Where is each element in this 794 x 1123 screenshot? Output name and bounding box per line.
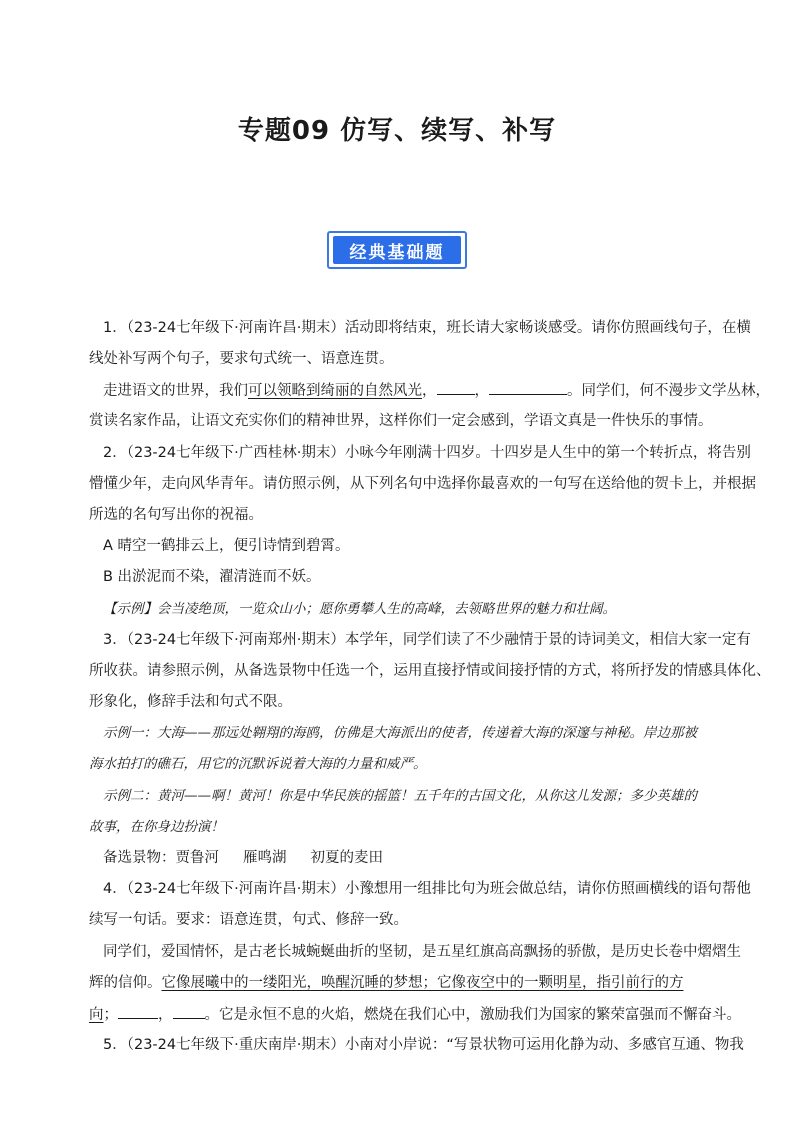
q4-underlined-sentence: 它像展曦中的一缕阳光，唤醒沉睡的梦想；它像夜空中的一颗明星，指引前行的方 bbox=[161, 975, 684, 991]
q2-line-1: 2．（23-24七年级下·广西桂林·期末）小咏今年刚满十四岁。十四岁是人生中的第一个转折点，将告别 bbox=[103, 445, 751, 461]
q4-line-5: 向； ， 。它是永恒不息的火焰，燃烧在我们心中，激励我们为国家的繁荣富强而不懈奋斗。 bbox=[89, 1004, 719, 1025]
q4-line-3: 同学们，爱国情怀，是古老长城蜿蜒曲折的坚韧，是五星红旗高高飘扬的骄傲，是历史长卷中熠熠生 bbox=[103, 944, 741, 960]
q1-line-2: 线处补写两个句子，要求句式统一、语意连贯。 bbox=[89, 351, 394, 367]
q3-example-2-line-2: 故事，在你身边扮演！ bbox=[89, 819, 224, 835]
q1-line-3: 走进语文的世界，我们可以领略到绮丽的自然风光， ， 。同学们，何不漫步文学丛林， bbox=[103, 380, 719, 401]
q2-option-b: B 出淤泥而不染，濯清涟而不妖。 bbox=[103, 569, 321, 585]
q4-line-1: 4．（23-24七年级下·河南许昌·期末）小豫想用一组排比句为班会做总结，请你仿照画横线的语句帮他 bbox=[103, 881, 751, 897]
q3-line-2: 所收获。请参照示例，从备选景物中任选一个，运用直接抒情或间接抒情的方式，将所抒发的情感具体化、 bbox=[89, 663, 771, 679]
q4-line-2: 续写一句话。要求：语意连贯，句式、修辞一致。 bbox=[89, 912, 408, 928]
q3-example-2-line-1: 示例二：黄河——啊！黄河！你是中华民族的摇篮！五千年的古国文化，从你这儿发源；多少英雄的 bbox=[103, 788, 697, 804]
q1-line-1: 1．（23-24七年级下·河南许昌·期末）活动即将结束，班长请大家畅谈感受。请你仿照画线句子，在横 bbox=[103, 320, 751, 336]
q4-blank-2[interactable] bbox=[173, 1004, 205, 1019]
q3-example-1-line-1: 示例一：大海——那远处翱翔的海鸥，仿佛是大海派出的使者，传递着大海的深邃与神秘。岸边那被 bbox=[103, 725, 697, 741]
q4-blank-1[interactable] bbox=[118, 1004, 158, 1019]
q3-options bbox=[103, 848, 719, 868]
q3-example-1-line-2: 海水拍打的礁石，用它的沉默诉说着大海的力量和威严。 bbox=[89, 756, 427, 772]
q2-line-3: 所选的名句写出你的祝福。 bbox=[89, 507, 263, 523]
section-badge bbox=[327, 231, 467, 269]
q2-option-a: A 晴空一鹤排云上，便引诗情到碧霄。 bbox=[103, 538, 350, 554]
q1-blank-2[interactable] bbox=[489, 380, 567, 395]
q3-options-label: 备选景物： bbox=[103, 850, 176, 866]
q3-option-3: 初夏的麦田 bbox=[310, 850, 383, 866]
page-title: 专题09 仿写、续写、补写 bbox=[237, 116, 557, 146]
q1-blank-1[interactable] bbox=[437, 380, 475, 395]
q2-line-2: 懵懂少年，走向风华青年。请仿照示例，从下列名句中选择你最喜欢的一句写在送给他的贺卡上，并根据 bbox=[89, 476, 756, 492]
badge-label: 经典基础题 bbox=[333, 236, 461, 264]
q3-line-3: 形象化，修辞手法和句式不限。 bbox=[89, 694, 292, 710]
q4-line-4: 辉的信仰。它像展曦中的一缕阳光，唤醒沉睡的梦想；它像夜空中的一颗明星，指引前行的方 bbox=[89, 975, 684, 991]
q3-option-1: 贾鲁河 bbox=[175, 850, 219, 866]
q1-line-4: 赏读名家作品，让语文充实你们的精神世界，这样你们一定会感到，学语文真是一件快乐的事情。 bbox=[89, 413, 713, 429]
q3-option-2: 雁鸣湖 bbox=[243, 850, 287, 866]
q5-line-1: 5．（23-24七年级下·重庆南岸·期末）小南对小岸说：“写景状物可运用化静为动、多感官互通、物我 bbox=[103, 1037, 744, 1053]
q3-line-1: 3．（23-24七年级下·河南郑州·期末）本学年，同学们读了不少融情于景的诗词美文，相信大家一定有 bbox=[103, 632, 751, 648]
q2-example: 【示例】会当凌绝顶，一览众山小；愿你勇攀人生的高峰，去领略世界的魅力和壮阔。 bbox=[103, 601, 616, 617]
q1-underlined-sentence: 可以领略到绮丽的自然风光 bbox=[248, 383, 422, 399]
q1-text: 走进语文的世界，我们 bbox=[103, 383, 248, 399]
